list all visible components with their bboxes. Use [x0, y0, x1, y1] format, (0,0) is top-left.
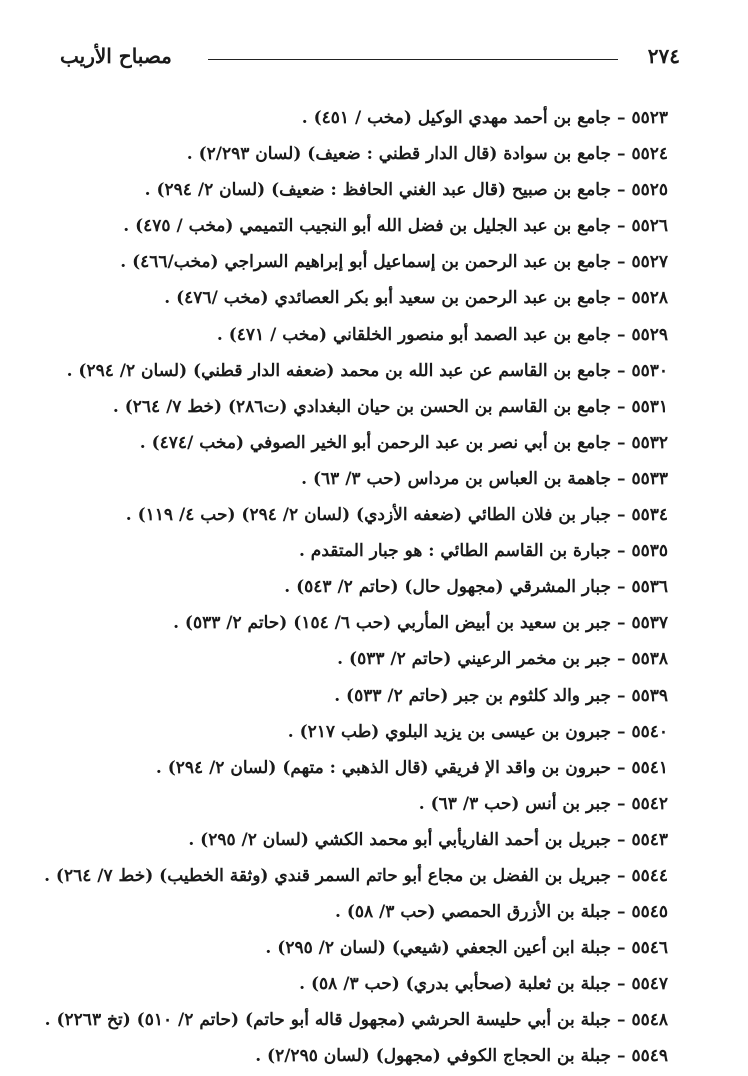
- entry-row: [40, 750, 668, 786]
- entry-row: [40, 389, 668, 425]
- entry-dash: –: [616, 974, 626, 995]
- entry-row: [40, 244, 668, 280]
- entry-dash: –: [616, 757, 626, 778]
- entry-dash: –: [616, 829, 626, 850]
- entry-row: [40, 280, 668, 316]
- entry-row: [40, 425, 668, 461]
- entry-text: جامع بن صبيح (قال عبد الغني الحافظ : ضعيف) (لسان ٢/ ٢٩٤) .: [144, 180, 611, 201]
- entry-dash: –: [616, 108, 626, 128]
- page-header: [60, 40, 680, 76]
- entry-text: جامع بن عبد الجليل بن فضل الله أبو النجيب التميمي (مخب / ٤٧٥) .: [123, 216, 611, 237]
- entry-number: ٥٥٢٧: [631, 252, 668, 273]
- entry-dash: –: [616, 577, 626, 598]
- entry-text: جامع بن سوادة (قال الدار قطني : ضعيف) (لسان ٢/٢٩٣) .: [186, 144, 611, 165]
- entry-text: جامع بن عبد الرحمن بن سعيد أبو بكر العصائدي (مخب /٤٧٦) .: [164, 288, 611, 309]
- entry-dash: –: [616, 541, 626, 562]
- entry-row: [40, 966, 668, 1002]
- entry-dash: –: [616, 252, 626, 273]
- entry-number: ٥٥٢٣: [631, 108, 668, 128]
- entry-text: حبرون بن واقد الإ فريقي (قال الذهبي : متهم) (لسان ٢/ ٢٩٤) .: [155, 757, 611, 778]
- book-title: مصباح الأريب: [60, 44, 172, 68]
- entry-row: [40, 317, 668, 353]
- entry-text: جامع بن أحمد مهدي الوكيل (مخب / ٤٥١) .: [301, 108, 611, 128]
- entry-dash: –: [616, 180, 626, 201]
- entry-dash: –: [616, 324, 626, 345]
- entry-text: جبر بن أنس (حب ٣/ ٦٣) .: [418, 793, 611, 814]
- entry-text: جامع بن القاسم بن الحسن بن حيان البغدادي (ت٢٨٦) (خط ٧/ ٢٦٤) .: [112, 396, 611, 417]
- entry-row: [40, 1038, 668, 1074]
- entry-number: ٥٥٣٣: [631, 468, 668, 489]
- entry-number: ٥٥٣٢: [631, 432, 668, 453]
- entry-number: ٥٥٤٨: [631, 1010, 668, 1031]
- entry-row: [40, 461, 668, 497]
- entry-row: [40, 714, 668, 750]
- entry-row: [40, 533, 668, 569]
- entry-dash: –: [616, 505, 626, 526]
- entry-dash: –: [616, 721, 626, 742]
- entry-list: [40, 100, 668, 1075]
- entry-dash: –: [616, 144, 626, 165]
- entry-row: [40, 1002, 668, 1038]
- entry-row: [40, 100, 668, 136]
- entry-text: جبلة بن الأزرق الحمصي (حب ٣/ ٥٨) .: [334, 902, 611, 923]
- entry-number: ٥٥٣٠: [631, 360, 668, 381]
- entry-number: ٥٥٣٧: [631, 613, 668, 634]
- entry-dash: –: [616, 360, 626, 381]
- entry-dash: –: [616, 865, 626, 886]
- entry-text: جبر والد كلثوم بن جبر (حاتم ٢/ ٥٣٣) .: [334, 685, 611, 706]
- entry-number: ٥٥٤٧: [631, 974, 668, 995]
- entry-number: ٥٥٤١: [631, 757, 668, 778]
- entry-number: ٥٥٤٥: [631, 902, 668, 923]
- entry-number: ٥٥٤٩: [631, 1046, 668, 1067]
- entry-row: [40, 605, 668, 641]
- entry-number: ٥٥٢٤: [631, 144, 668, 165]
- entry-row: [40, 136, 668, 172]
- entry-number: ٥٥٣١: [631, 396, 668, 417]
- entry-text: جامع بن عبد الصمد أبو منصور الخلقاني (مخب / ٤٧١) .: [216, 324, 611, 345]
- entry-dash: –: [616, 1046, 626, 1067]
- entry-text: جاهمة بن العباس بن مرداس (حب ٣/ ٦٣) .: [301, 468, 611, 489]
- entry-dash: –: [616, 649, 626, 670]
- entry-dash: –: [616, 216, 626, 237]
- entry-number: ٥٥٣٩: [631, 685, 668, 706]
- entry-text: جبارة بن القاسم الطائي : هو جبار المتقدم .: [298, 541, 611, 562]
- entry-row: [40, 641, 668, 677]
- entry-number: ٥٥٤٣: [631, 829, 668, 850]
- entry-row: [40, 930, 668, 966]
- entry-text: جبرون بن عيسى بن يزيد البلوي (طب ٢١٧) .: [287, 721, 611, 742]
- entry-number: ٥٥٤٤: [631, 865, 668, 886]
- entry-row: [40, 894, 668, 930]
- entry-text: جبار بن فلان الطائي (ضعفه الأزدي) (لسان ٢/ ٢٩٤) (حب ٤/ ١١٩) .: [125, 505, 611, 526]
- entry-dash: –: [616, 396, 626, 417]
- entry-number: ٥٥٣٤: [631, 505, 668, 526]
- entry-dash: –: [616, 288, 626, 309]
- entry-text: جبريل بن الفضل بن مجاع أبو حاتم السمر قندي (وثقة الخطيب) (خط ٧/ ٢٦٤) .: [44, 865, 611, 886]
- entry-number: ٥٥٢٩: [631, 324, 668, 345]
- entry-number: ٥٥٤٦: [631, 938, 668, 959]
- entry-row: [40, 678, 668, 714]
- entry-number: ٥٥٣٨: [631, 649, 668, 670]
- entry-number: ٥٥٢٦: [631, 216, 668, 237]
- entry-number: ٥٥٤٢: [631, 793, 668, 814]
- entry-row: [40, 208, 668, 244]
- header-rule: [208, 59, 618, 60]
- entry-number: ٥٥٢٨: [631, 288, 668, 309]
- entry-number: ٥٥٢٥: [631, 180, 668, 201]
- entry-number: ٥٥٤٠: [631, 721, 668, 742]
- entry-row: [40, 353, 668, 389]
- entry-number: ٥٥٣٥: [631, 541, 668, 562]
- entry-text: جبريل بن أحمد الفاريأبي أبو محمد الكشي (لسان ٢/ ٢٩٥) .: [188, 829, 611, 850]
- entry-row: [40, 858, 668, 894]
- entry-text: جبلة ابن أعين الجعفي (شيعي) (لسان ٢/ ٢٩٥) .: [265, 938, 611, 959]
- entry-row: [40, 497, 668, 533]
- entry-text: جامع بن القاسم عن عبد الله بن محمد (ضعفه الدار قطني) (لسان ٢/ ٢٩٤) .: [66, 360, 611, 381]
- entry-dash: –: [616, 468, 626, 489]
- entry-number: ٥٥٣٦: [631, 577, 668, 598]
- entry-text: جبلة بن الحجاج الكوفي (مجهول) (لسان ٢/٢٩٥) .: [255, 1046, 611, 1067]
- entry-dash: –: [616, 432, 626, 453]
- entry-text: جبلة بن أبي حليسة الحرشي (مجهول قاله أبو حاتم) (حاتم ٢/ ٥١٠) (تخ ٢٢٦٣) .: [44, 1010, 611, 1031]
- entry-text: جبار المشرقي (مجهول حال) (حاتم ٢/ ٥٤٣) .: [284, 577, 611, 598]
- entry-dash: –: [616, 793, 626, 814]
- page-number: ٢٧٤: [647, 44, 680, 68]
- entry-text: جامع بن عبد الرحمن بن إسماعيل أبو إبراهيم السراجي (مخب/٤٦٦) .: [120, 252, 611, 273]
- entry-text: جبر بن سعيد بن أبيض المأربي (حب ٦/ ١٥٤) (حاتم ٢/ ٥٣٣) .: [173, 613, 611, 634]
- entry-row: [40, 822, 668, 858]
- entry-dash: –: [616, 685, 626, 706]
- entry-dash: –: [616, 1010, 626, 1031]
- entry-text: جامع بن أبي نصر بن عبد الرحمن أبو الخير الصوفي (مخب /٤٧٤) .: [139, 432, 611, 453]
- entry-row: [40, 172, 668, 208]
- entry-dash: –: [616, 902, 626, 923]
- entry-dash: –: [616, 613, 626, 634]
- entry-text: جبر بن مخمر الرعيني (حاتم ٢/ ٥٣٣) .: [337, 649, 611, 670]
- entry-row: [40, 786, 668, 822]
- entry-row: [40, 569, 668, 605]
- entry-dash: –: [616, 938, 626, 959]
- entry-text: جبلة بن ثعلبة (صحأبي بدري) (حب ٣/ ٥٨) .: [299, 974, 611, 995]
